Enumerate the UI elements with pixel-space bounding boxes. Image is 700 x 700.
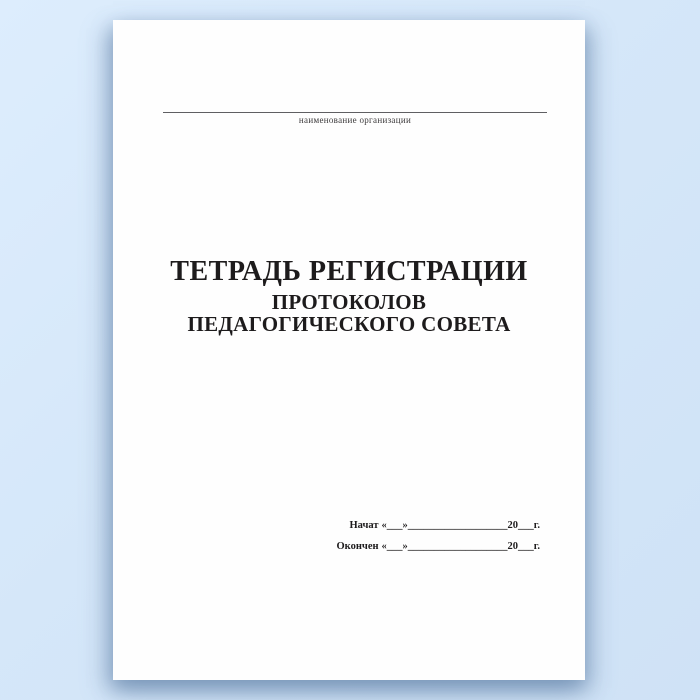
- title-line-3: ПЕДАГОГИЧЕСКОГО СОВЕТА: [187, 312, 511, 336]
- organization-name-caption: наименование организации: [298, 115, 412, 125]
- date-started-label: Начат: [349, 520, 379, 531]
- document-cover-page: [113, 20, 585, 680]
- date-finished-blank: «___»___________________20___г.: [381, 541, 540, 552]
- date-finished-label: Окончен: [336, 541, 379, 552]
- organization-name-block: [163, 112, 547, 125]
- dates-block: [337, 520, 540, 552]
- title-line-1: ТЕТРАДЬ РЕГИСТРАЦИИ: [170, 256, 528, 287]
- organization-name-line: [163, 112, 547, 113]
- date-started-row: [349, 520, 540, 531]
- date-started-blank: «___»___________________20___г.: [381, 520, 540, 531]
- title-line-2: ПРОТОКОЛОВ: [271, 290, 427, 314]
- document-title: [113, 256, 585, 335]
- date-finished-row: [337, 541, 540, 552]
